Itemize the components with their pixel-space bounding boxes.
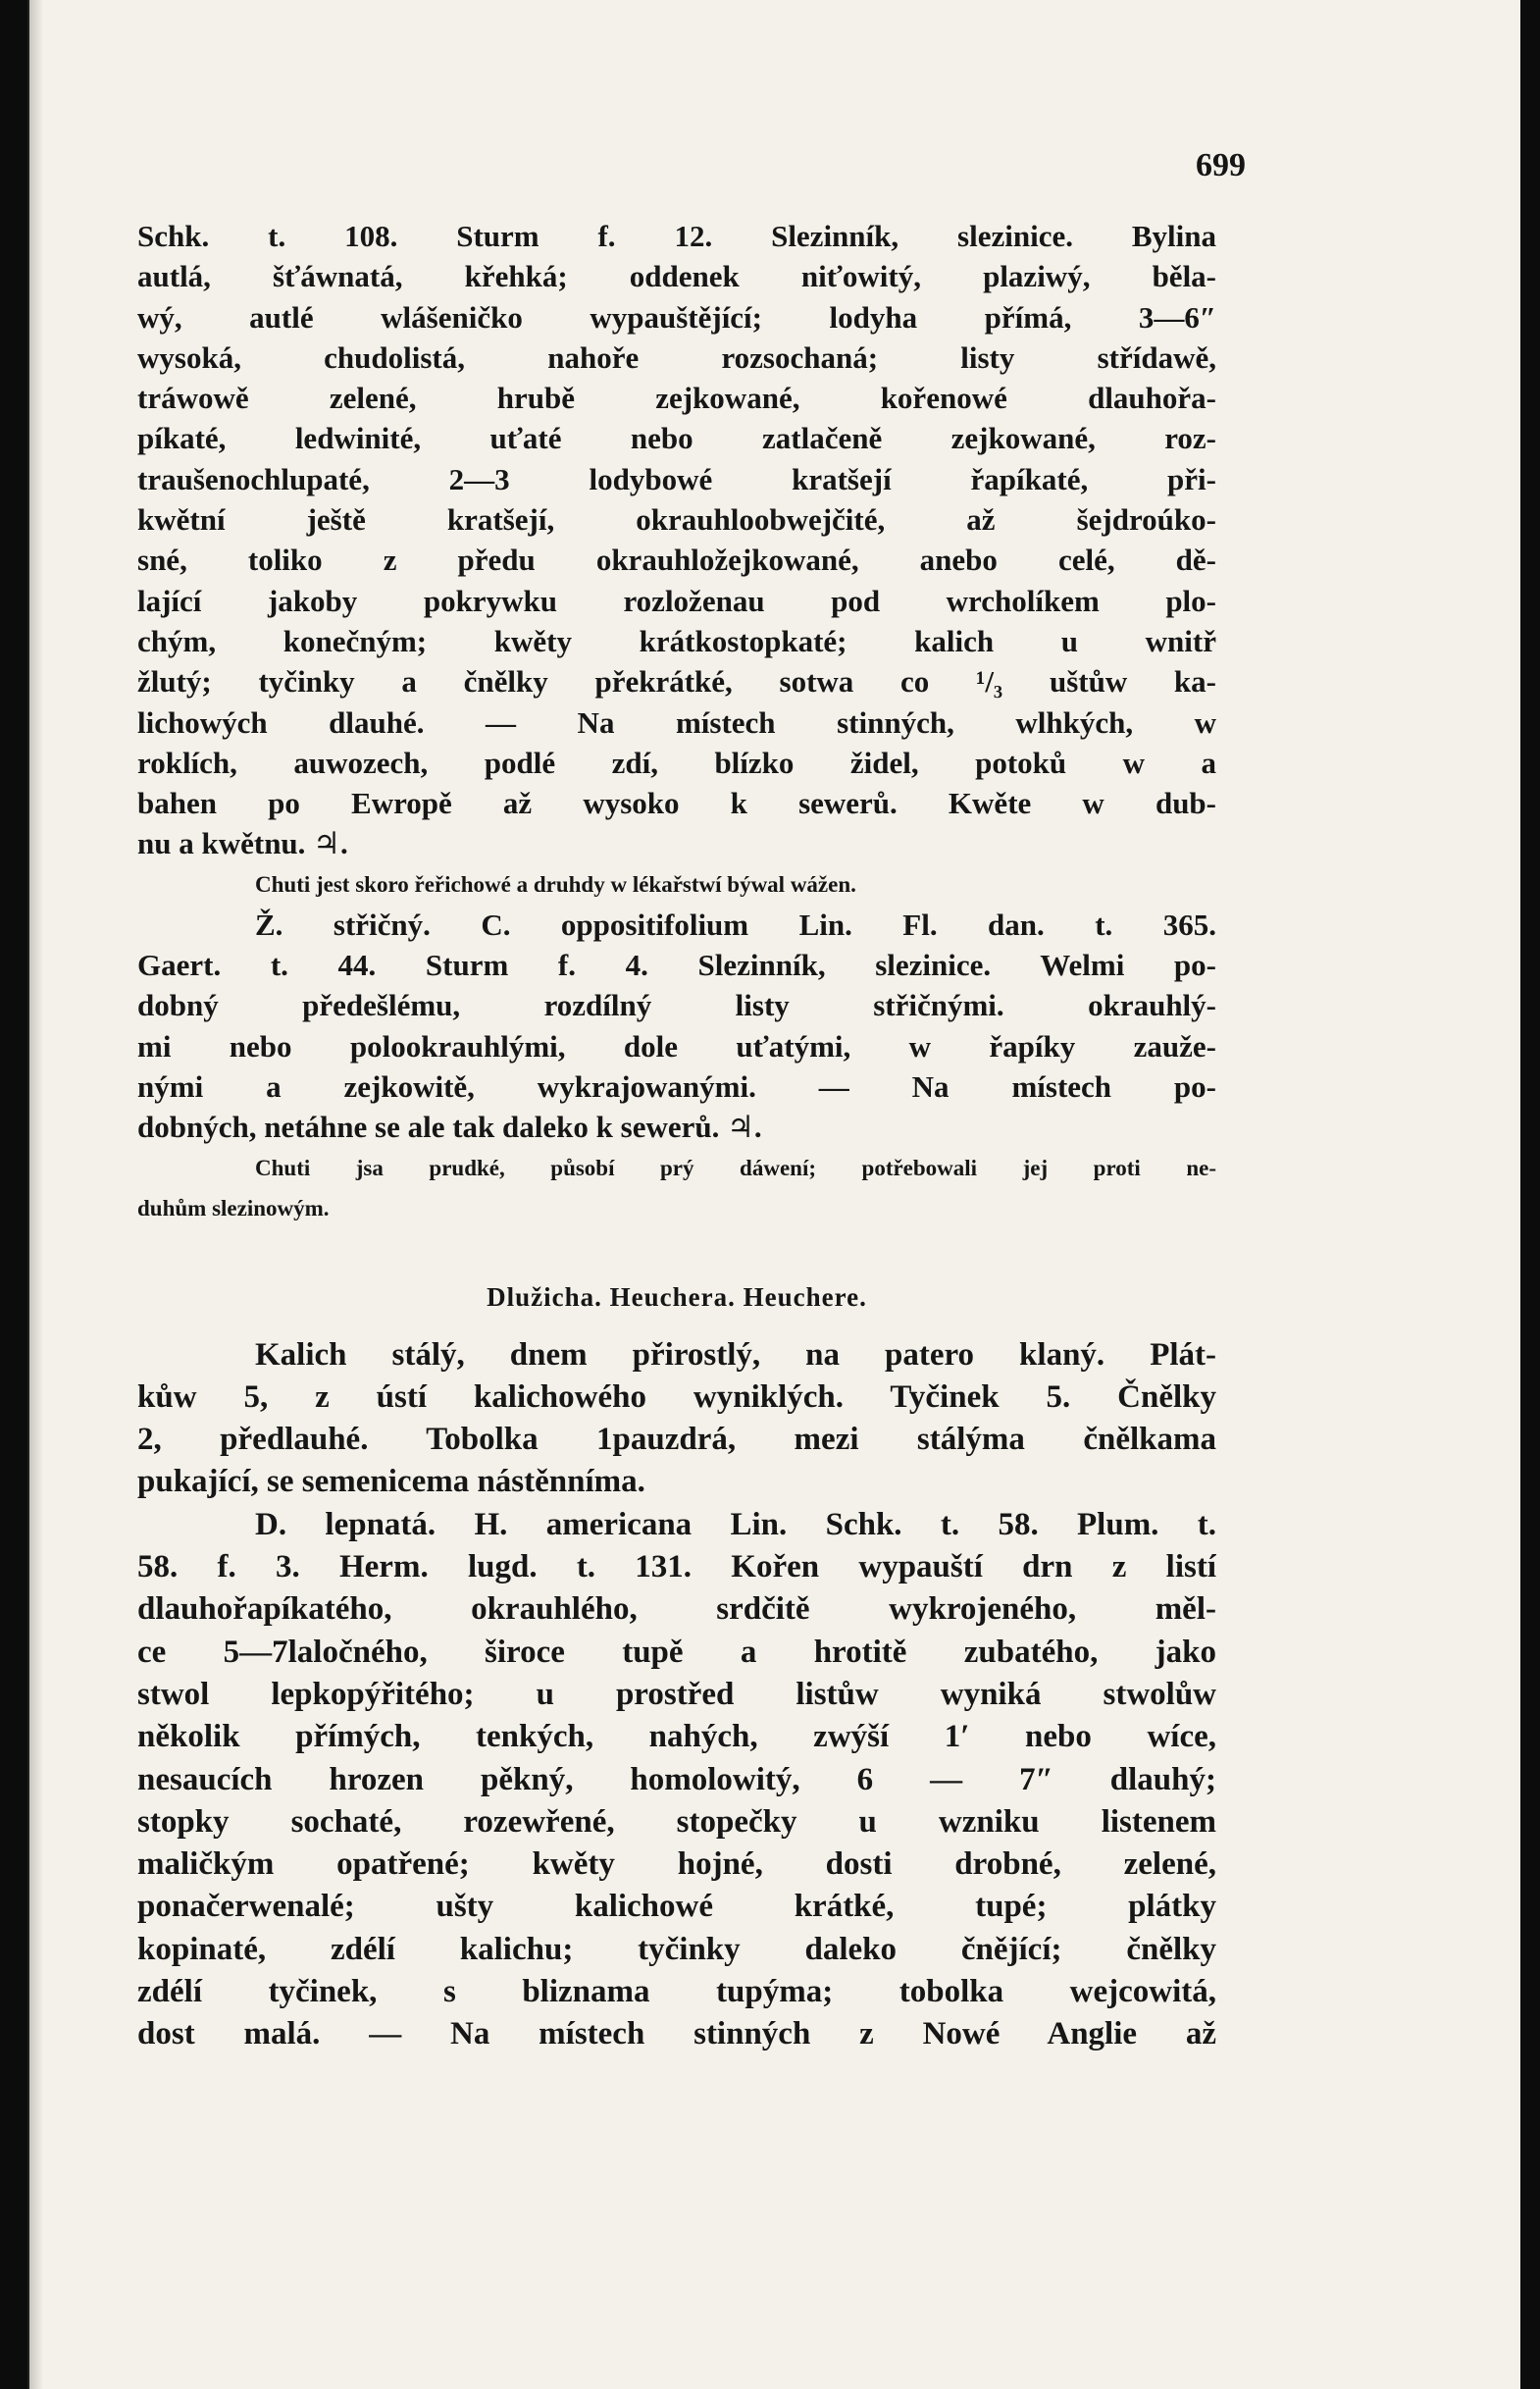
text-line: Chuti jsa prudké, působí prý dáwení; potřebowali jej proti ne-: [255, 1155, 1216, 1180]
text-line: dlauhořapíkatého, okrauhlého, srdčitě wykrojeného, měl-: [137, 1591, 1216, 1628]
text-line: dost malá. — Na místech stinných z Nowé Anglie až: [137, 2016, 1216, 2052]
text-line: mi nebo polookrauhlými, dole uťatými, w řapíky zauže-: [137, 1028, 1216, 1064]
text-line: dobných, netáhne se ale tak daleko k sewerů. ♃.: [137, 1110, 762, 1145]
text-line: žlutý; tyčinky a čnělky překrátké, sotwa co ¹/₃ uštůw ka-: [137, 664, 1216, 700]
book-page: [27, 0, 1520, 2389]
text-line: zdélí tyčinek, s bliznama tupýma; tobolka wejcowitá,: [137, 1973, 1216, 2009]
text-line: pukající, se semenicema nástěnníma.: [137, 1464, 645, 1500]
text-line: kwětní ještě kratšejí, okrauhloobwejčité, až šejdroúko-: [137, 502, 1216, 538]
text-line: nými a zejkowitě, wykrajowanými. — Na místech po-: [137, 1068, 1216, 1104]
text-line: traušenochlupaté, 2—3 lodybowé kratšejí řapíkaté, při-: [137, 461, 1216, 496]
text-line: tráwowě zelené, hrubě zejkowané, kořenowé dlauhořa-: [137, 381, 1216, 416]
text-line: kopinaté, zdélí kalichu; tyčinky daleko čnějící; čnělky: [137, 1931, 1216, 1967]
text-line: nu a kwětnu. ♃.: [137, 826, 348, 861]
page-text: [137, 216, 1216, 2056]
text-line: wysoká, chudolistá, nahoře rozsochaná; listy střídawě,: [137, 339, 1216, 375]
text-line: lichowých dlauhé. — Na místech stinných, wlhkých, w: [137, 704, 1216, 740]
footnote-1: Chuti jest skoro řeřichowé a druhdy w lékařstwí býwal wážen.: [255, 871, 856, 897]
text-line: roklích, auwozech, podlé zdí, blízko židel, potoků w a: [137, 745, 1216, 780]
text-line: sné, toliko z předu okrauhložejkowané, anebo celé, dě-: [137, 543, 1216, 578]
species-description-2: [137, 905, 1216, 1148]
species-description-3: [137, 1504, 1216, 2056]
text-line: několik přímých, tenkých, nahých, zwýší 1′ nebo wíce,: [137, 1719, 1216, 1755]
text-line: ce 5—7laločného, široce tupě a hrotitě zubatého, jako: [137, 1634, 1216, 1670]
page-number: 699: [1196, 147, 1246, 183]
text-line: dobný předešlému, rozdílný listy střičnými. okrauhlý-: [137, 988, 1216, 1023]
genus-heading: Dlužicha. Heuchera. Heuchere.: [487, 1281, 867, 1312]
genus-description: [137, 1334, 1216, 1504]
text-line: maličkým opatřené; kwěty hojné, dosti drobné, zelené,: [137, 1846, 1216, 1883]
text-line: chým, konečným; kwěty krátkostopkaté; kalich u wnitř: [137, 623, 1216, 658]
text-line: ponačerwenalé; ušty kalichowé krátké, tupé; plátky: [137, 1889, 1216, 1925]
page-gutter-shadow: [29, 0, 43, 2389]
text-line: Gaert. t. 44. Sturm f. 4. Slezinník, slezinice. Welmi po-: [137, 948, 1216, 983]
text-line: 58. f. 3. Herm. lugd. t. 131. Kořen wypauští drn z listí: [137, 1549, 1216, 1585]
text-line: nesaucích hrozen pěkný, homolowitý, 6 — 7″ dlauhý;: [137, 1761, 1216, 1797]
text-line: píkaté, ledwinité, uťaté nebo zatlačeně zejkowané, roz-: [137, 421, 1216, 456]
text-line: stopky sochaté, rozewřené, stopečky u wzniku listenem: [137, 1803, 1216, 1840]
species-description-1: [137, 216, 1216, 864]
text-line: Kalich stálý, dnem přirostlý, na patero klaný. Plát-: [255, 1336, 1216, 1373]
text-line: 2, předlauhé. Tobolka 1pauzdrá, mezi stálýma čnělkama: [137, 1422, 1216, 1458]
text-line: Ž. střičný. C. oppositifolium Lin. Fl. dan. t. 365.: [255, 907, 1216, 942]
text-line: autlá, šťáwnatá, křehká; oddenek niťowitý, plaziwý, běla-: [137, 259, 1216, 294]
footnote-2: [137, 1148, 1216, 1228]
text-line: lající jakoby pokrywku rozloženau pod wrcholíkem plo-: [137, 583, 1216, 618]
text-line: stwol lepkopýřitého; u prostřed listůw wyniká stwolůw: [137, 1676, 1216, 1712]
text-line: bahen po Ewropě až wysoko k sewerů. Kwěte w dub-: [137, 786, 1216, 821]
text-line: duhům slezinowým.: [137, 1195, 330, 1220]
text-line: wý, autlé wlášeničko wypauštějící; lodyha přímá, 3—6″: [137, 299, 1216, 335]
text-line: D. lepnatá. H. americana Lin. Schk. t. 58. Plum. t.: [255, 1506, 1216, 1542]
text-line: kůw 5, z ústí kalichowého wyniklých. Tyčinek 5. Čnělky: [137, 1378, 1216, 1415]
text-line: Schk. t. 108. Sturm f. 12. Slezinník, slezinice. Bylina: [137, 219, 1216, 253]
